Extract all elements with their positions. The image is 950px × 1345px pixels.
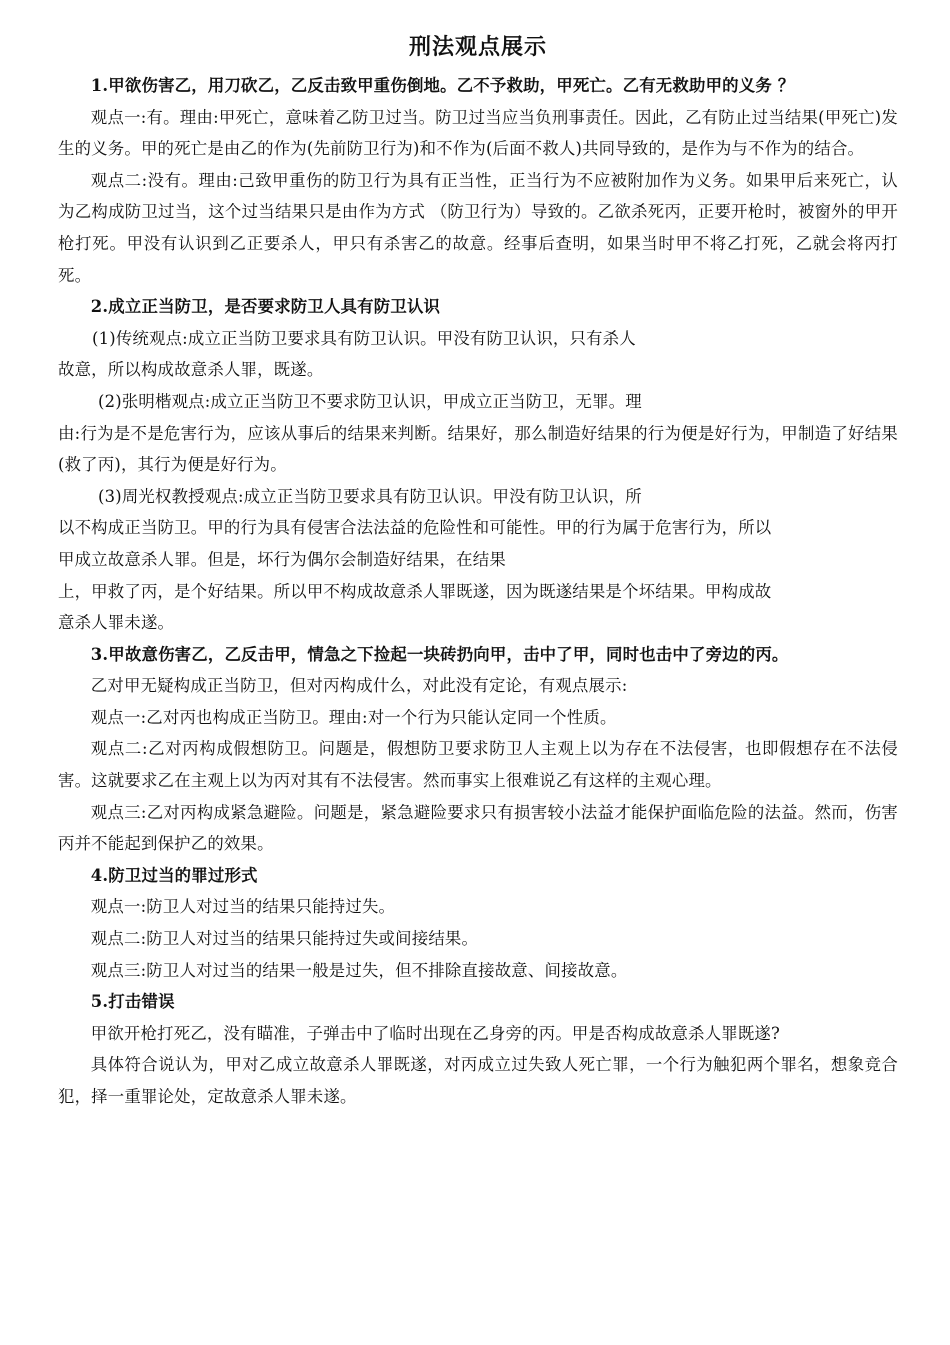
section-3-intro: 乙对甲无疑构成正当防卫，但对丙构成什么，对此没有定论，有观点展示: xyxy=(90,676,628,696)
section-2-item-1-line-1: (1)传统观点:成立正当防卫要求具有防卫认识。甲没有防卫认识，只有杀人 xyxy=(92,328,636,348)
section-2-item-2-line-1: (2)张明楷观点:成立正当防卫不要求防卫认识，甲成立正当防卫，无罪。理 xyxy=(98,391,642,411)
section-1-view-2: 观点二:没有。理由:己致甲重伤的防卫行为具有正当性，正当行为不应被附加作为义务。如果甲后来死亡，认为乙构成防卫过当，这个过当结果只是由作为方式 （防卫行为）导致的。乙欲杀死丙，正要开枪时，被窗外的甲开枪打死。甲没有认识到乙正要杀人，甲只有杀害乙的故意。经事后查明，如果当时甲不将乙打死，乙就会将丙打死。 xyxy=(58,170,898,285)
section-2-item-3-line-3: 甲成立故意杀人罪。但是，坏行为偶尔会制造好结果，在结果 xyxy=(58,549,506,569)
section-5-answer: 具体符合说认为，甲对乙成立故意杀人罪既遂，对丙成立过失致人死亡罪，一个行为触犯两个罪名，想象竞合犯，择一重罪论处，定故意杀人罪未遂。 xyxy=(58,1055,898,1106)
document-title: 刑法观点展示 xyxy=(408,35,547,60)
section-5-question: 甲欲开枪打死乙，没有瞄准，子弹击中了临时出现在乙身旁的丙。甲是否构成故意杀人罪既遂? xyxy=(90,1023,780,1043)
section-2-item-3-line-5: 意杀人罪未遂。 xyxy=(58,613,175,633)
section-3-heading: 3.甲故意伤害乙，乙反击甲，情急之下捡起一块砖扔向甲，击中了甲，同时也击中了旁边的丙。 xyxy=(90,644,789,664)
section-4-view-2: 观点二:防卫人对过当的结果只能持过失或间接结果。 xyxy=(90,929,479,949)
section-2-item-3-line-4: 上，甲救了丙，是个好结果。所以甲不构成故意杀人罪既遂，因为既遂结果是个坏结果。甲构成故 xyxy=(58,581,772,601)
section-2-item-3-line-1: (3)周光权教授观点:成立正当防卫要求具有防卫认识。甲没有防卫认识，所 xyxy=(98,486,642,506)
section-4-heading: 4.防卫过当的罪过形式 xyxy=(90,865,258,885)
section-3-view-1: 观点一:乙对丙也构成正当防卫。理由:对一个行为只能认定同一个性质。 xyxy=(90,707,617,727)
section-1-heading: 1.甲欲伤害乙，用刀砍乙，乙反击致甲重伤倒地。乙不予救助，甲死亡。乙有无救助甲的义务 ？ xyxy=(90,76,795,95)
section-2-heading: 2.成立正当防卫，是否要求防卫人具有防卫认识 xyxy=(90,297,441,317)
section-2-item-1 xyxy=(58,323,898,386)
section-2-item-1-line-2: 故意，所以构成故意杀人罪，既遂。 xyxy=(58,360,324,380)
section-2-item-2-rest: 由:行为是不是危害行为，应该从事后的结果来判断。结果好，那么制造好结果的行为便是好行为，甲制造了好结果(救了丙)，其行为便是好行为。 xyxy=(58,423,898,475)
section-5-heading: 5.打击错误 xyxy=(90,992,175,1012)
section-2-item-3-line-2: 以不构成正当防卫。甲的行为具有侵害合法法益的危险性和可能性。甲的行为属于危害行为，所以 xyxy=(58,518,772,538)
section-4-view-3: 观点三:防卫人对过当的结果一般是过失，但不排除直接故意、间接故意。 xyxy=(90,960,628,980)
section-3-view-3: 观点三:乙对丙构成紧急避险。问题是，紧急避险要求只有损害较小法益才能保护面临危险的法益。然而，伤害丙并不能起到保护乙的效果。 xyxy=(58,802,898,854)
section-3-view-2: 观点二:乙对丙构成假想防卫。问题是，假想防卫要求防卫人主观上以为存在不法侵害，也即假想存在不法侵害。这就要求乙在主观上以为丙对其有不法侵害。然而事实上很难说乙有这样的主观心理。 xyxy=(58,739,898,791)
section-1-view-1: 观点一:有。理由:甲死亡，意味着乙防卫过当。防卫过当应当负刑事责任。因此，乙有防止过当结果(甲死亡)发生的义务。甲的死亡是由乙的作为(先前防卫行为)和不作为(后面不救人)共同导致的，是作为与不作为的结合。 xyxy=(58,107,898,159)
section-2-item-3 xyxy=(58,481,898,639)
section-2-item-2 xyxy=(58,386,898,481)
section-4-view-1: 观点一:防卫人对过当的结果只能持过失。 xyxy=(90,897,396,917)
document-page xyxy=(58,28,898,1113)
